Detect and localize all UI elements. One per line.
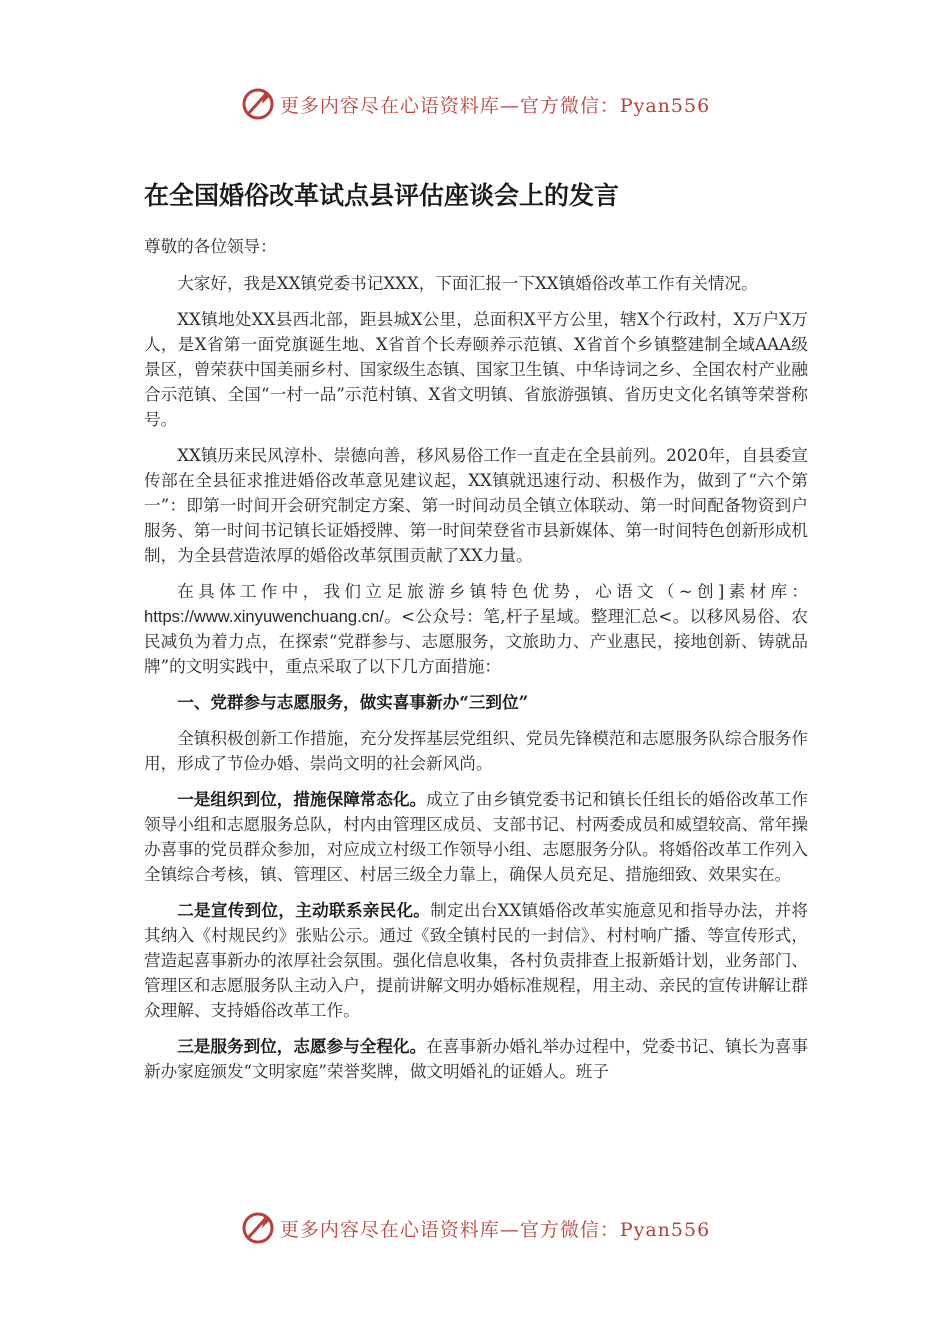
- paragraph: XX镇地处XX县西北部，距县城X公里，总面积X平方公里，辖X个行政村，X万户X万人，是X省第一面党旗诞生地、X省首个长寿颐养示范镇、X省首个乡镇整建制全域AAA级景区，曾荣获中国美丽乡村、国家级生态镇、国家卫生镇、中华诗词之乡、全国农村产业融合示范镇、全国“一村一品”示范村镇、X省文明镇、省旅游强镇、省历史文化名镇等荣誉称号。: [144, 310, 808, 429]
- paragraph-lead: 三是服务到位，志愿参与全程化。: [177, 1036, 427, 1056]
- brush-logo-icon: [240, 86, 276, 122]
- paragraph-text: 。<公众号：笔,杆子星域。整理汇总<。以移风易俗、农民减负为着力点，在探索“党群参与、志愿服务，文旅助力、产业惠民，接地创新、铸就品牌”的文明实践中，重点采取了以下几方面措施：: [144, 607, 808, 676]
- brush-logo-icon: [240, 1210, 276, 1246]
- paragraph: 全镇积极创新工作措施，充分发挥基层党组织、党员先锋模范和志愿服务队综合服务作用，形成了节俭办婚、崇尚文明的社会新风尚。: [144, 729, 808, 773]
- paragraph-lead: 二是宣传到位，主动联系亲民化。: [177, 900, 431, 920]
- section-heading: 一、党群参与志愿服务，做实喜事新办“三到位”: [177, 692, 529, 712]
- paragraph: [144, 787, 808, 887]
- paragraph: 大家好，我是XX镇党委书记XXX，下面汇报一下XX镇婚俗改革工作有关情况。: [177, 274, 758, 293]
- paragraph-text: 在喜事新办婚礼举办过程中，党委书记、镇长为喜事新办家庭颁发“文明家庭”荣誉奖牌，做文明婚礼的证婚人。班子: [144, 1037, 809, 1081]
- document-title: 在全国婚俗改革试点县评估座谈会上的发言: [144, 181, 620, 210]
- salutation: 尊敬的各位领导：: [144, 237, 277, 256]
- paragraph: XX镇历来民风淳朴、崇德向善，移风易俗工作一直走在全县前列。2020年，自县委宣传部在全县征求推进婚俗改革意见建议起，XX镇就迅速行动、积极作为，做到了“六个第一”：即第一时间开会研究制定方案、第一时间动员全镇立体联动、第一时间配备物资到户服务、第一时间书记镇长证婚授牌、第一时间荣登省市县新媒体、第一时间特色创新形成机制，为全县营造浓厚的婚俗改革氛围贡献了XX力量。: [144, 446, 808, 565]
- header-watermark-banner: [0, 84, 950, 124]
- paragraph-text: 成立了由乡镇党委书记和镇长任组长的婚俗改革工作领导小组和志愿服务总队，村内由管理区成员、支部书记、村两委成员和威望较高、常年操办喜事的党员群众参加，对应成立村级工作领导小组、志愿服务分队。将婚俗改革工作列入全镇综合考核，镇、管理区、村居三级全力靠上，确保人员充足、措施细致、效果实在。: [144, 790, 809, 884]
- paragraph-text: 制定出台XX镇婚俗改革实施意见和指导办法，并将其纳入《村规民约》张贴公示。通过《致全镇村民的一封信》、村村响广播、等宣传形式，营造起喜事新办的浓厚社会氛围。强化信息收集，各村负责排查上报新婚计划，业务部门、管理区和志愿服务队主动入户，提前讲解文明办婚标准规程，用主动、亲民的宣传讲解让群众理解、支持婚俗改革工作。: [144, 901, 808, 1020]
- paragraph: [144, 579, 808, 679]
- footer-watermark-banner: [0, 1208, 950, 1248]
- paragraph-text: 在具体工作中，我们立足旅游乡镇特色优势，心语文（~创]素材库：: [177, 582, 808, 601]
- source-url: https://www.xinyuwenchuang.cn/: [144, 607, 384, 626]
- document-body: [144, 234, 808, 1095]
- banner-text: 更多内容尽在心语资料库—官方微信：Pyan556: [279, 94, 711, 117]
- paragraph: [144, 1034, 808, 1084]
- paragraph-lead: 一是组织到位，措施保障常态化。: [177, 789, 427, 809]
- paragraph: [144, 898, 808, 1023]
- banner-text: 更多内容尽在心语资料库—官方微信：Pyan556: [279, 1218, 711, 1241]
